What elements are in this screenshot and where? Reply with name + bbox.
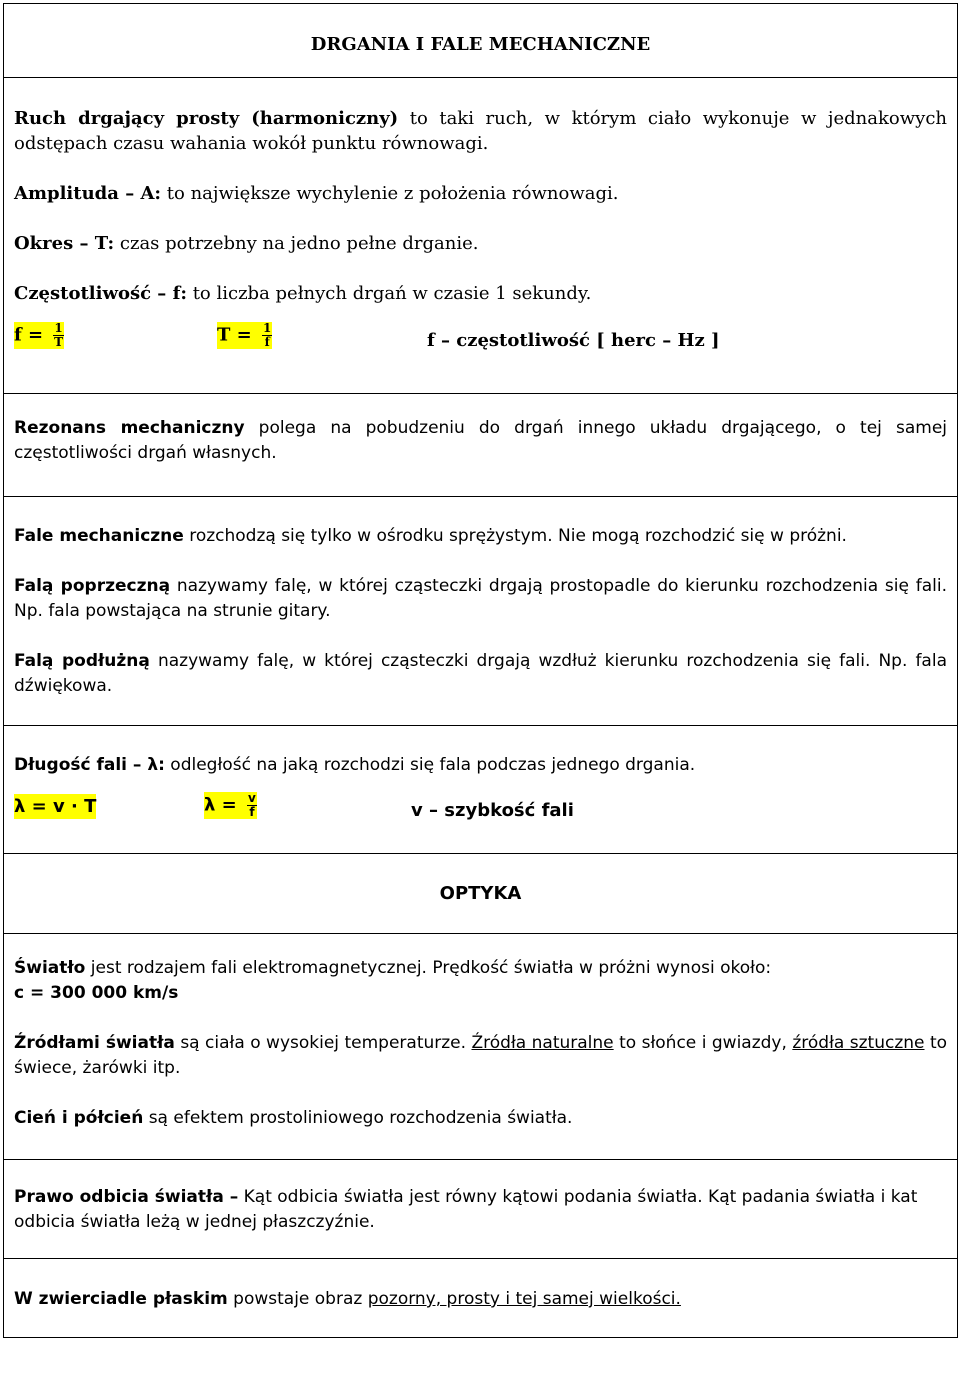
paragraph-harmonic-motion [14, 78, 947, 156]
text-reflection-law: Kąt odbicia światła jest równy kątowi podania światła. Kąt padania światła i kat odbicia światła leżą w jednej płaszczyźnie. [14, 1187, 918, 1232]
natural-sources: Źródła naturalne [471, 1033, 614, 1053]
paragraph-period [14, 231, 947, 256]
fraction-numerator: v [248, 791, 256, 805]
paragraph-amplitude [14, 181, 947, 206]
optics-title: OPTYKA [439, 883, 522, 904]
term-amplitude: Amplituda – A: [14, 183, 162, 204]
term-reflection-law: Prawo odbicia światła – [14, 1187, 239, 1207]
term-mechanical-waves: Fale mechaniczne [14, 526, 184, 546]
fraction-1-over-T [53, 322, 63, 349]
section-oscillations [4, 78, 958, 394]
image-properties: pozorny, prosty i tej samej wielkości. [367, 1289, 681, 1309]
fraction-denominator: T [54, 335, 64, 349]
formula-period [217, 322, 272, 349]
text-period: czas potrzebny na jedno pełne drganie. [114, 233, 479, 254]
text-resonance: polega na pobudzeniu do drgań innego układu drgającego, o tej samej częstotliwości drgań własnych. [14, 418, 947, 463]
formula-period-lhs: T = [217, 324, 252, 346]
paragraph-wavelength [14, 726, 947, 778]
text-light-sources-1: są ciała o wysokiej temperaturze. [174, 1033, 472, 1053]
speed-of-light: c = 300 000 km/s [14, 983, 179, 1003]
text-light: jest rodzajem fali elektromagnetycznej. Prędkość światła w próżni wynosi około: [85, 958, 772, 978]
text-longitudinal-wave: nazywamy falę, w której cząsteczki drgają wzdłuż kierunku rozchodzenia się fali. Np. fala dźwiękowa. [14, 651, 947, 696]
paragraph-longitudinal-wave [14, 649, 947, 699]
text-transverse-wave: nazywamy falę, w której cząsteczki drgają prostopadle do kierunku rozchodzenia się fali. Np. fala powstająca na strunie gitary. [14, 576, 947, 621]
term-transverse-wave: Falą poprzeczną [14, 576, 171, 596]
title-row [4, 4, 958, 78]
text-wavelength: odległość na jaką rozchodzi się fala podczas jednego drgania. [164, 755, 696, 775]
text-harmonic-motion: to taki ruch, w którym ciało wykonuje w jednakowych odstępach czasu wahania wokół punktu równowagi. [14, 108, 947, 154]
paragraph-shadow [14, 1106, 947, 1131]
frequency-formulas [14, 322, 947, 362]
fraction-numerator: 1 [263, 321, 272, 335]
formula-frequency [14, 322, 64, 349]
text-mechanical-waves: rozchodzą się tylko w ośrodku sprężystym. Nie mogą rozchodzić się w próżni. [183, 526, 847, 546]
optics-title-row [4, 854, 958, 934]
paragraph-reflection-law [14, 1160, 947, 1235]
term-period: Okres – T: [14, 233, 115, 254]
text-shadow: są efektem prostoliniowego rozchodzenia światła. [143, 1108, 573, 1128]
section-mechanical-waves [4, 497, 958, 726]
term-wavelength: Długość fali – λ: [14, 755, 165, 775]
formula-wavelength-lhs: λ = [204, 794, 237, 816]
page-title: DRGANIA I FALE MECHANICZNE [310, 34, 651, 55]
text-light-sources-3: to świece, żarówki itp. [14, 1033, 948, 1078]
paragraph-frequency [14, 281, 947, 306]
term-longitudinal-wave: Falą podłużną [14, 651, 150, 671]
paragraph-resonance [14, 394, 947, 466]
paragraph-mechanical-waves [14, 497, 947, 549]
fraction-denominator: f [249, 805, 255, 819]
fraction-v-over-f [247, 792, 257, 819]
term-resonance: Rezonans mechaniczny [14, 418, 245, 438]
speed-note: v – szybkość fali [411, 800, 574, 821]
term-light: Światło [14, 958, 86, 978]
text-plane-mirror: powstaje obraz [227, 1289, 368, 1309]
paragraph-light-sources [14, 1031, 947, 1081]
fraction-numerator: 1 [54, 321, 63, 335]
term-shadow: Cień i półcień [14, 1108, 144, 1128]
term-plane-mirror: W zwierciadle płaskim [14, 1289, 228, 1309]
formula-wavelength-product: λ = v · T [14, 796, 97, 817]
formula-frequency-lhs: f = [14, 324, 44, 346]
fraction-denominator: f [264, 335, 270, 349]
frequency-unit-note: f – częstotliwość [ herc – Hz ] [427, 330, 720, 351]
section-resonance [4, 394, 958, 497]
wavelength-formulas [14, 792, 947, 832]
formula-wavelength-quotient [204, 792, 257, 819]
term-light-sources: Źródłami światła [14, 1033, 175, 1053]
text-light-sources-2: to słońce i gwiazdy, [613, 1033, 793, 1053]
section-reflection-law [4, 1160, 958, 1259]
paragraph-transverse-wave [14, 574, 947, 624]
section-wavelength [4, 726, 958, 854]
section-plane-mirror [4, 1259, 958, 1338]
term-harmonic-motion: Ruch drgający prosty (harmoniczny) [14, 108, 399, 129]
term-frequency: Częstotliwość – f: [14, 283, 187, 304]
paragraph-light [14, 934, 947, 981]
notes-table [3, 3, 958, 1338]
artificial-sources: źródła sztuczne [792, 1033, 925, 1053]
paragraph-plane-mirror [14, 1259, 947, 1312]
text-amplitude: to największe wychylenie z położenia równowagi. [161, 183, 619, 204]
fraction-1-over-f [262, 322, 272, 349]
section-light [4, 934, 958, 1160]
text-frequency: to liczba pełnych drgań w czasie 1 sekundy. [186, 283, 592, 304]
